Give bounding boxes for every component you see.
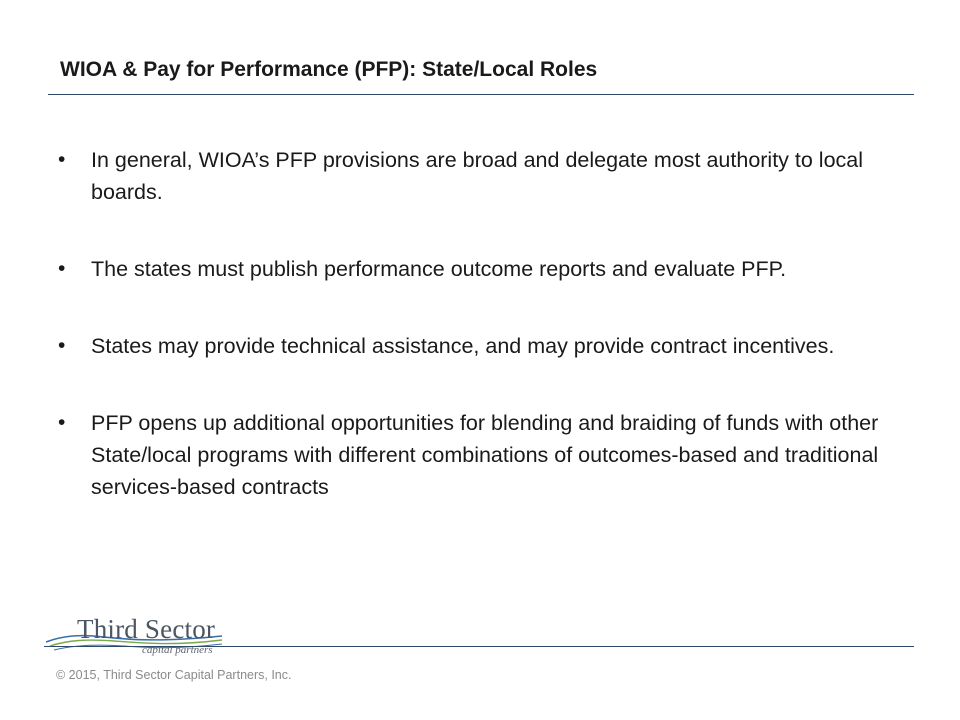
bullet-item — [56, 407, 906, 503]
bullet-marker: • — [58, 411, 66, 434]
bullet-text: The states must publish performance outcome reports and evaluate PFP. — [91, 257, 787, 281]
copyright-notice: © 2015, Third Sector Capital Partners, Inc. — [56, 668, 292, 682]
bullet-text: States may provide technical assistance, and may provide contract incentives. — [91, 334, 835, 358]
bullet-marker: • — [58, 257, 66, 280]
footer-divider — [44, 646, 914, 647]
bullet-item — [56, 330, 906, 362]
logo-wordmark: Third Sector — [77, 614, 216, 644]
third-sector-logo — [44, 612, 224, 658]
bullet-list — [56, 144, 906, 503]
logo-tagline: capital partners — [142, 644, 213, 656]
bullet-marker: • — [58, 334, 66, 357]
bullet-item — [56, 144, 906, 208]
slide-title: WIOA & Pay for Performance (PFP): State/Local Roles — [60, 58, 598, 81]
bullet-text: In general, WIOA’s PFP provisions are broad and delegate most authority to local boards. — [91, 148, 864, 204]
bullet-marker: • — [58, 148, 66, 171]
title-divider — [48, 94, 914, 95]
bullet-item — [56, 253, 906, 285]
bullet-text: PFP opens up additional opportunities for blending and braiding of funds with other State/local programs with different combinations of outcomes-based and traditional services-based contracts — [91, 411, 879, 499]
